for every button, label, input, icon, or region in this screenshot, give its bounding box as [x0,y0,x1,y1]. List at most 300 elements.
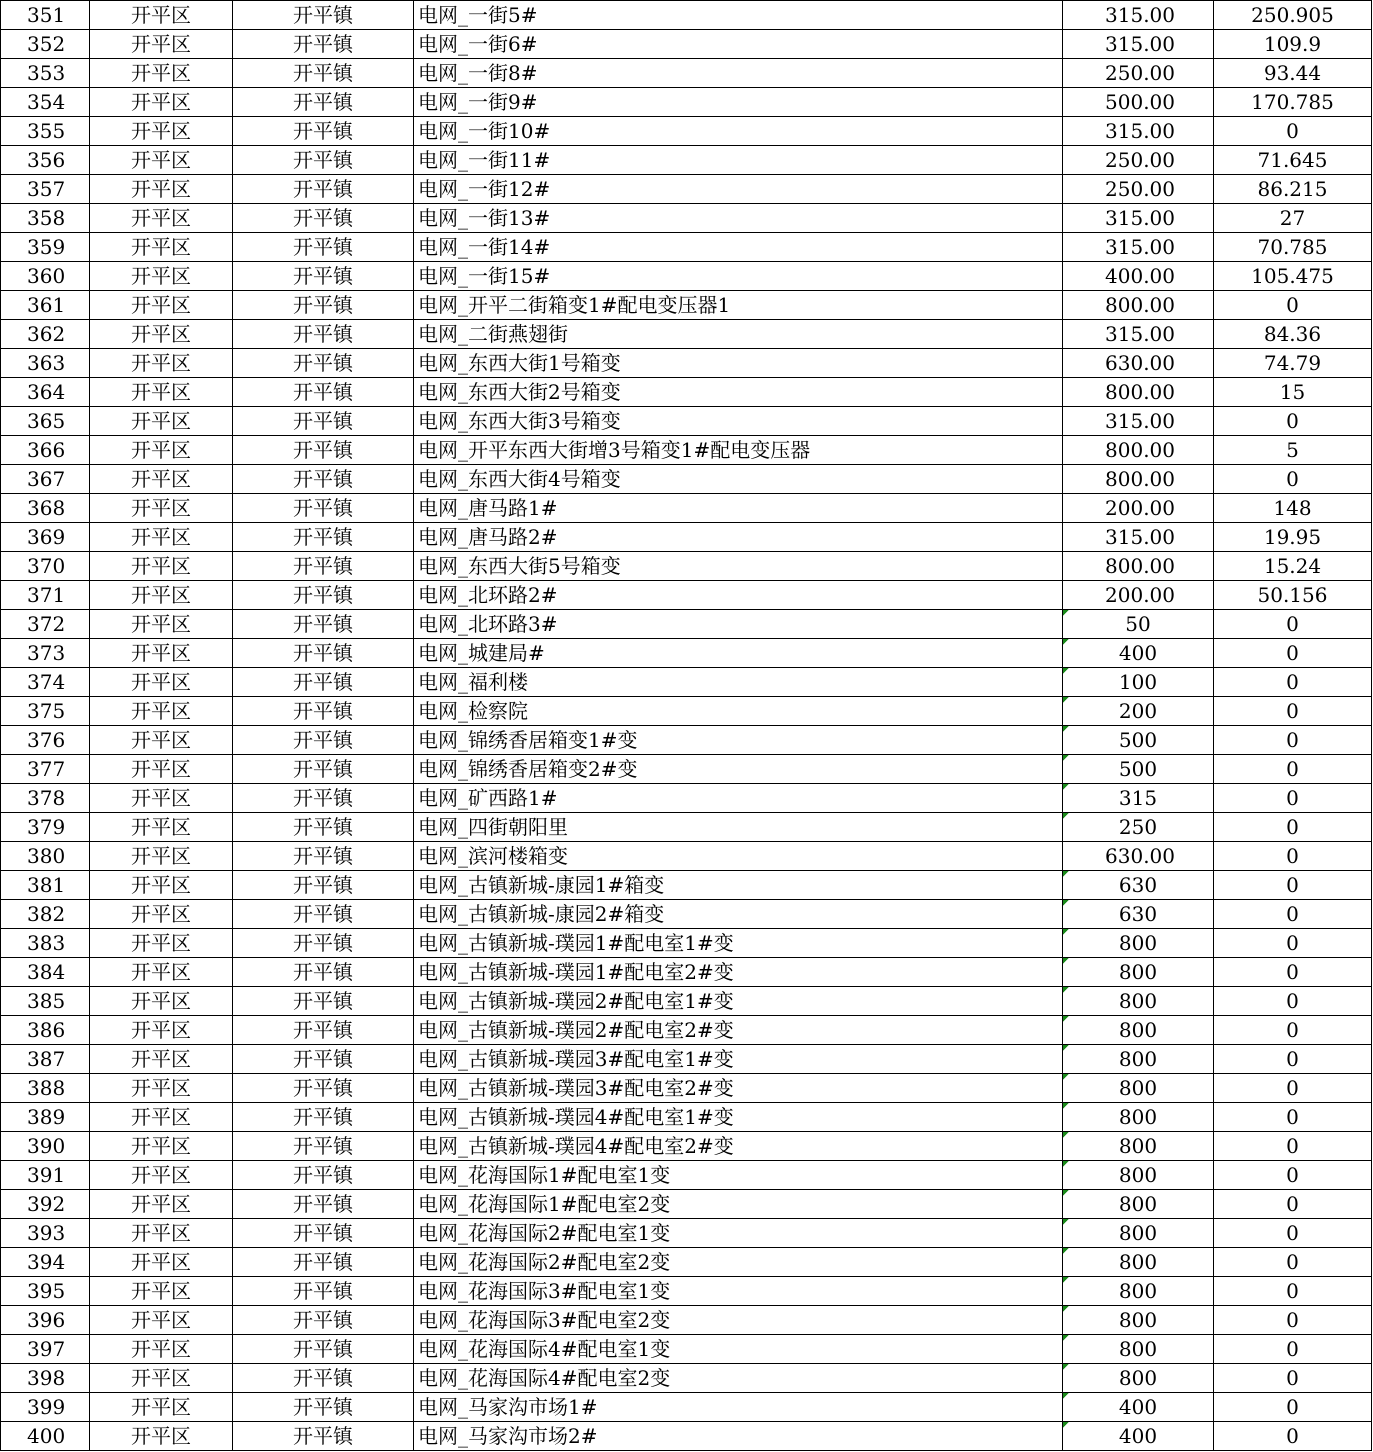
table-row [1,1190,1372,1219]
row-index-cell: 385 [1,987,90,1016]
transformer-name-cell: 电网_北环路3# [414,610,1063,639]
transformer-name-cell: 电网_一街15# [414,262,1063,291]
district-cell: 开平区 [90,1,233,30]
capacity-cell: 200.00 [1063,494,1214,523]
transformer-name-cell: 电网_古镇新城-璞园1#配电室1#变 [414,929,1063,958]
transformer-name-cell: 电网_一街6# [414,30,1063,59]
capacity-cell: 800 [1063,1248,1214,1277]
town-cell: 开平镇 [233,726,414,755]
row-index-cell: 388 [1,1074,90,1103]
table-row [1,1045,1372,1074]
district-cell: 开平区 [90,871,233,900]
table-row [1,1,1372,30]
transformer-name-cell: 电网_滨河楼箱变 [414,842,1063,871]
transformer-name-cell: 电网_古镇新城-璞园2#配电室2#变 [414,1016,1063,1045]
district-cell: 开平区 [90,1045,233,1074]
capacity-cell: 800 [1063,1219,1214,1248]
load-cell: 0 [1214,726,1372,755]
capacity-cell: 800 [1063,1074,1214,1103]
load-cell: 0 [1214,1103,1372,1132]
row-index-cell: 390 [1,1132,90,1161]
load-cell: 50.156 [1214,581,1372,610]
transformer-name-cell: 电网_检察院 [414,697,1063,726]
capacity-cell: 800 [1063,1132,1214,1161]
capacity-cell: 315.00 [1063,117,1214,146]
capacity-cell: 800 [1063,1364,1214,1393]
district-cell: 开平区 [90,465,233,494]
load-cell: 250.905 [1214,1,1372,30]
district-cell: 开平区 [90,30,233,59]
town-cell: 开平镇 [233,59,414,88]
capacity-cell: 800.00 [1063,291,1214,320]
table-row [1,1306,1372,1335]
district-cell: 开平区 [90,1132,233,1161]
district-cell: 开平区 [90,407,233,436]
row-index-cell: 392 [1,1190,90,1219]
town-cell: 开平镇 [233,436,414,465]
town-cell: 开平镇 [233,1190,414,1219]
district-cell: 开平区 [90,1103,233,1132]
row-index-cell: 360 [1,262,90,291]
transformer-name-cell: 电网_一街14# [414,233,1063,262]
district-cell: 开平区 [90,1074,233,1103]
capacity-cell: 500 [1063,726,1214,755]
capacity-cell: 315.00 [1063,204,1214,233]
table-row [1,1422,1372,1451]
town-cell: 开平镇 [233,1248,414,1277]
transformer-name-cell: 电网_福利楼 [414,668,1063,697]
load-cell: 0 [1214,1422,1372,1451]
capacity-cell: 50 [1063,610,1214,639]
district-cell: 开平区 [90,726,233,755]
row-index-cell: 398 [1,1364,90,1393]
district-cell: 开平区 [90,320,233,349]
load-cell: 0 [1214,929,1372,958]
capacity-cell: 250.00 [1063,59,1214,88]
transformer-name-cell: 电网_花海国际4#配电室2变 [414,1364,1063,1393]
table-row [1,639,1372,668]
transformer-name-cell: 电网_马家沟市场1# [414,1393,1063,1422]
transformer-name-cell: 电网_唐马路1# [414,494,1063,523]
table-row [1,987,1372,1016]
table-row [1,581,1372,610]
load-cell: 105.475 [1214,262,1372,291]
district-cell: 开平区 [90,494,233,523]
district-cell: 开平区 [90,1219,233,1248]
table-row [1,465,1372,494]
district-cell: 开平区 [90,1190,233,1219]
table-row [1,1016,1372,1045]
table-row [1,813,1372,842]
load-cell: 0 [1214,668,1372,697]
district-cell: 开平区 [90,581,233,610]
transformer-name-cell: 电网_一街9# [414,88,1063,117]
load-cell: 71.645 [1214,146,1372,175]
town-cell: 开平镇 [233,900,414,929]
transformer-name-cell: 电网_四街朝阳里 [414,813,1063,842]
transformer-name-cell: 电网_二街燕翅街 [414,320,1063,349]
transformer-name-cell: 电网_城建局# [414,639,1063,668]
town-cell: 开平镇 [233,871,414,900]
load-cell: 15.24 [1214,552,1372,581]
transformer-name-cell: 电网_东西大街3号箱变 [414,407,1063,436]
town-cell: 开平镇 [233,494,414,523]
town-cell: 开平镇 [233,1219,414,1248]
row-index-cell: 370 [1,552,90,581]
district-cell: 开平区 [90,1161,233,1190]
town-cell: 开平镇 [233,204,414,233]
table-row [1,88,1372,117]
load-cell: 0 [1214,900,1372,929]
capacity-cell: 250.00 [1063,146,1214,175]
capacity-cell: 800 [1063,929,1214,958]
capacity-cell: 400.00 [1063,262,1214,291]
load-cell: 170.785 [1214,88,1372,117]
transformer-name-cell: 电网_古镇新城-璞园4#配电室1#变 [414,1103,1063,1132]
load-cell: 0 [1214,1219,1372,1248]
capacity-cell: 800 [1063,1161,1214,1190]
table-row [1,1161,1372,1190]
town-cell: 开平镇 [233,1422,414,1451]
capacity-cell: 800.00 [1063,465,1214,494]
capacity-cell: 500 [1063,755,1214,784]
row-index-cell: 397 [1,1335,90,1364]
capacity-cell: 200.00 [1063,581,1214,610]
row-index-cell: 377 [1,755,90,784]
row-index-cell: 378 [1,784,90,813]
transformer-name-cell: 电网_东西大街4号箱变 [414,465,1063,494]
capacity-cell: 315.00 [1063,30,1214,59]
town-cell: 开平镇 [233,929,414,958]
district-cell: 开平区 [90,813,233,842]
transformer-name-cell: 电网_古镇新城-璞园3#配电室1#变 [414,1045,1063,1074]
capacity-cell: 315.00 [1063,320,1214,349]
row-index-cell: 374 [1,668,90,697]
load-cell: 0 [1214,1161,1372,1190]
transformer-name-cell: 电网_花海国际1#配电室1变 [414,1161,1063,1190]
row-index-cell: 384 [1,958,90,987]
capacity-cell: 500.00 [1063,88,1214,117]
transformer-name-cell: 电网_一街10# [414,117,1063,146]
capacity-cell: 630 [1063,900,1214,929]
table-row [1,1335,1372,1364]
town-cell: 开平镇 [233,407,414,436]
district-cell: 开平区 [90,668,233,697]
table-row [1,1248,1372,1277]
capacity-cell: 800.00 [1063,436,1214,465]
district-cell: 开平区 [90,1422,233,1451]
load-cell: 0 [1214,1364,1372,1393]
district-cell: 开平区 [90,233,233,262]
table-row [1,233,1372,262]
row-index-cell: 380 [1,842,90,871]
capacity-cell: 800 [1063,1103,1214,1132]
district-cell: 开平区 [90,146,233,175]
district-cell: 开平区 [90,755,233,784]
capacity-cell: 800.00 [1063,378,1214,407]
transformer-name-cell: 电网_唐马路2# [414,523,1063,552]
district-cell: 开平区 [90,1248,233,1277]
town-cell: 开平镇 [233,262,414,291]
table-body [1,1,1372,1451]
row-index-cell: 399 [1,1393,90,1422]
row-index-cell: 366 [1,436,90,465]
table-row [1,842,1372,871]
capacity-cell: 630.00 [1063,349,1214,378]
load-cell: 0 [1214,117,1372,146]
capacity-cell: 800 [1063,1306,1214,1335]
capacity-cell: 800.00 [1063,552,1214,581]
load-cell: 0 [1214,610,1372,639]
town-cell: 开平镇 [233,581,414,610]
town-cell: 开平镇 [233,88,414,117]
transformer-name-cell: 电网_锦绣香居箱变2#变 [414,755,1063,784]
table-row [1,523,1372,552]
row-index-cell: 395 [1,1277,90,1306]
table-row [1,929,1372,958]
transformer-name-cell: 电网_东西大街1号箱变 [414,349,1063,378]
capacity-cell: 800 [1063,958,1214,987]
table-row [1,726,1372,755]
town-cell: 开平镇 [233,1306,414,1335]
load-cell: 70.785 [1214,233,1372,262]
table-row [1,1364,1372,1393]
transformer-name-cell: 电网_花海国际1#配电室2变 [414,1190,1063,1219]
table-row [1,668,1372,697]
row-index-cell: 379 [1,813,90,842]
district-cell: 开平区 [90,88,233,117]
row-index-cell: 387 [1,1045,90,1074]
capacity-cell: 630.00 [1063,842,1214,871]
town-cell: 开平镇 [233,697,414,726]
transformer-name-cell: 电网_开平东西大街增3号箱变1#配电变压器 [414,436,1063,465]
load-cell: 0 [1214,1074,1372,1103]
capacity-cell: 315.00 [1063,233,1214,262]
town-cell: 开平镇 [233,987,414,1016]
row-index-cell: 358 [1,204,90,233]
load-cell: 0 [1214,958,1372,987]
town-cell: 开平镇 [233,813,414,842]
load-cell: 86.215 [1214,175,1372,204]
town-cell: 开平镇 [233,1277,414,1306]
district-cell: 开平区 [90,958,233,987]
town-cell: 开平镇 [233,523,414,552]
transformer-name-cell: 电网_矿西路1# [414,784,1063,813]
capacity-cell: 800 [1063,1335,1214,1364]
town-cell: 开平镇 [233,668,414,697]
capacity-cell: 250.00 [1063,175,1214,204]
transformer-name-cell: 电网_一街13# [414,204,1063,233]
district-cell: 开平区 [90,1277,233,1306]
transformer-name-cell: 电网_花海国际2#配电室2变 [414,1248,1063,1277]
capacity-cell: 400 [1063,1393,1214,1422]
load-cell: 15 [1214,378,1372,407]
district-cell: 开平区 [90,204,233,233]
transformer-name-cell: 电网_一街8# [414,59,1063,88]
table-row [1,320,1372,349]
town-cell: 开平镇 [233,1335,414,1364]
town-cell: 开平镇 [233,146,414,175]
transformer-name-cell: 电网_北环路2# [414,581,1063,610]
row-index-cell: 354 [1,88,90,117]
table-row [1,1277,1372,1306]
town-cell: 开平镇 [233,842,414,871]
load-cell: 0 [1214,1248,1372,1277]
load-cell: 74.79 [1214,349,1372,378]
row-index-cell: 369 [1,523,90,552]
town-cell: 开平镇 [233,755,414,784]
town-cell: 开平镇 [233,1045,414,1074]
load-cell: 0 [1214,407,1372,436]
load-cell: 0 [1214,291,1372,320]
load-cell: 0 [1214,1045,1372,1074]
town-cell: 开平镇 [233,958,414,987]
district-cell: 开平区 [90,552,233,581]
town-cell: 开平镇 [233,117,414,146]
table-row [1,1074,1372,1103]
town-cell: 开平镇 [233,233,414,262]
load-cell: 93.44 [1214,59,1372,88]
town-cell: 开平镇 [233,291,414,320]
town-cell: 开平镇 [233,1364,414,1393]
district-cell: 开平区 [90,697,233,726]
load-cell: 5 [1214,436,1372,465]
table-row [1,697,1372,726]
town-cell: 开平镇 [233,175,414,204]
row-index-cell: 364 [1,378,90,407]
table-row [1,30,1372,59]
capacity-cell: 800 [1063,1045,1214,1074]
town-cell: 开平镇 [233,1016,414,1045]
row-index-cell: 359 [1,233,90,262]
row-index-cell: 368 [1,494,90,523]
row-index-cell: 352 [1,30,90,59]
transformer-name-cell: 电网_开平二街箱变1#配电变压器1 [414,291,1063,320]
district-cell: 开平区 [90,900,233,929]
table-row [1,436,1372,465]
transformer-name-cell: 电网_花海国际2#配电室1变 [414,1219,1063,1248]
row-index-cell: 396 [1,1306,90,1335]
district-cell: 开平区 [90,1335,233,1364]
load-cell: 0 [1214,842,1372,871]
district-cell: 开平区 [90,291,233,320]
capacity-cell: 800 [1063,1277,1214,1306]
load-cell: 19.95 [1214,523,1372,552]
transformer-name-cell: 电网_一街5# [414,1,1063,30]
transformer-name-cell: 电网_古镇新城-璞园2#配电室1#变 [414,987,1063,1016]
capacity-cell: 400 [1063,1422,1214,1451]
row-index-cell: 394 [1,1248,90,1277]
town-cell: 开平镇 [233,1074,414,1103]
district-cell: 开平区 [90,59,233,88]
table-row [1,1132,1372,1161]
row-index-cell: 353 [1,59,90,88]
load-cell: 84.36 [1214,320,1372,349]
capacity-cell: 315.00 [1063,523,1214,552]
table-row [1,1393,1372,1422]
load-cell: 0 [1214,639,1372,668]
row-index-cell: 381 [1,871,90,900]
district-cell: 开平区 [90,262,233,291]
table-row [1,494,1372,523]
district-cell: 开平区 [90,639,233,668]
transformer-name-cell: 电网_一街11# [414,146,1063,175]
district-cell: 开平区 [90,436,233,465]
transformer-name-cell: 电网_花海国际3#配电室1变 [414,1277,1063,1306]
district-cell: 开平区 [90,378,233,407]
district-cell: 开平区 [90,929,233,958]
load-cell: 27 [1214,204,1372,233]
capacity-cell: 800 [1063,1190,1214,1219]
row-index-cell: 371 [1,581,90,610]
row-index-cell: 389 [1,1103,90,1132]
table-row [1,1219,1372,1248]
transformer-name-cell: 电网_一街12# [414,175,1063,204]
row-index-cell: 391 [1,1161,90,1190]
table-row [1,871,1372,900]
district-cell: 开平区 [90,117,233,146]
capacity-cell: 800 [1063,1016,1214,1045]
town-cell: 开平镇 [233,320,414,349]
capacity-cell: 250 [1063,813,1214,842]
table-row [1,146,1372,175]
capacity-cell: 400 [1063,639,1214,668]
district-cell: 开平区 [90,523,233,552]
district-cell: 开平区 [90,784,233,813]
load-cell: 0 [1214,784,1372,813]
district-cell: 开平区 [90,1016,233,1045]
load-cell: 0 [1214,813,1372,842]
load-cell: 0 [1214,465,1372,494]
transformer-name-cell: 电网_花海国际3#配电室2变 [414,1306,1063,1335]
load-cell: 0 [1214,697,1372,726]
capacity-cell: 200 [1063,697,1214,726]
transformer-name-cell: 电网_古镇新城-璞园4#配电室2#变 [414,1132,1063,1161]
row-index-cell: 386 [1,1016,90,1045]
table-row [1,407,1372,436]
table-row [1,610,1372,639]
row-index-cell: 367 [1,465,90,494]
load-cell: 0 [1214,1335,1372,1364]
table-row [1,59,1372,88]
load-cell: 0 [1214,1277,1372,1306]
transformer-name-cell: 电网_古镇新城-康园1#箱变 [414,871,1063,900]
load-cell: 0 [1214,1306,1372,1335]
table-row [1,552,1372,581]
town-cell: 开平镇 [233,1,414,30]
capacity-cell: 315.00 [1063,407,1214,436]
load-cell: 0 [1214,1393,1372,1422]
town-cell: 开平镇 [233,610,414,639]
row-index-cell: 375 [1,697,90,726]
row-index-cell: 393 [1,1219,90,1248]
load-cell: 0 [1214,755,1372,784]
table-row [1,175,1372,204]
transformer-name-cell: 电网_马家沟市场2# [414,1422,1063,1451]
capacity-cell: 800 [1063,987,1214,1016]
town-cell: 开平镇 [233,1161,414,1190]
town-cell: 开平镇 [233,552,414,581]
district-cell: 开平区 [90,842,233,871]
table-row [1,349,1372,378]
district-cell: 开平区 [90,1306,233,1335]
capacity-cell: 315.00 [1063,1,1214,30]
transformer-name-cell: 电网_东西大街2号箱变 [414,378,1063,407]
row-index-cell: 365 [1,407,90,436]
transformer-name-cell: 电网_古镇新城-璞园1#配电室2#变 [414,958,1063,987]
load-cell: 148 [1214,494,1372,523]
table-row [1,1103,1372,1132]
